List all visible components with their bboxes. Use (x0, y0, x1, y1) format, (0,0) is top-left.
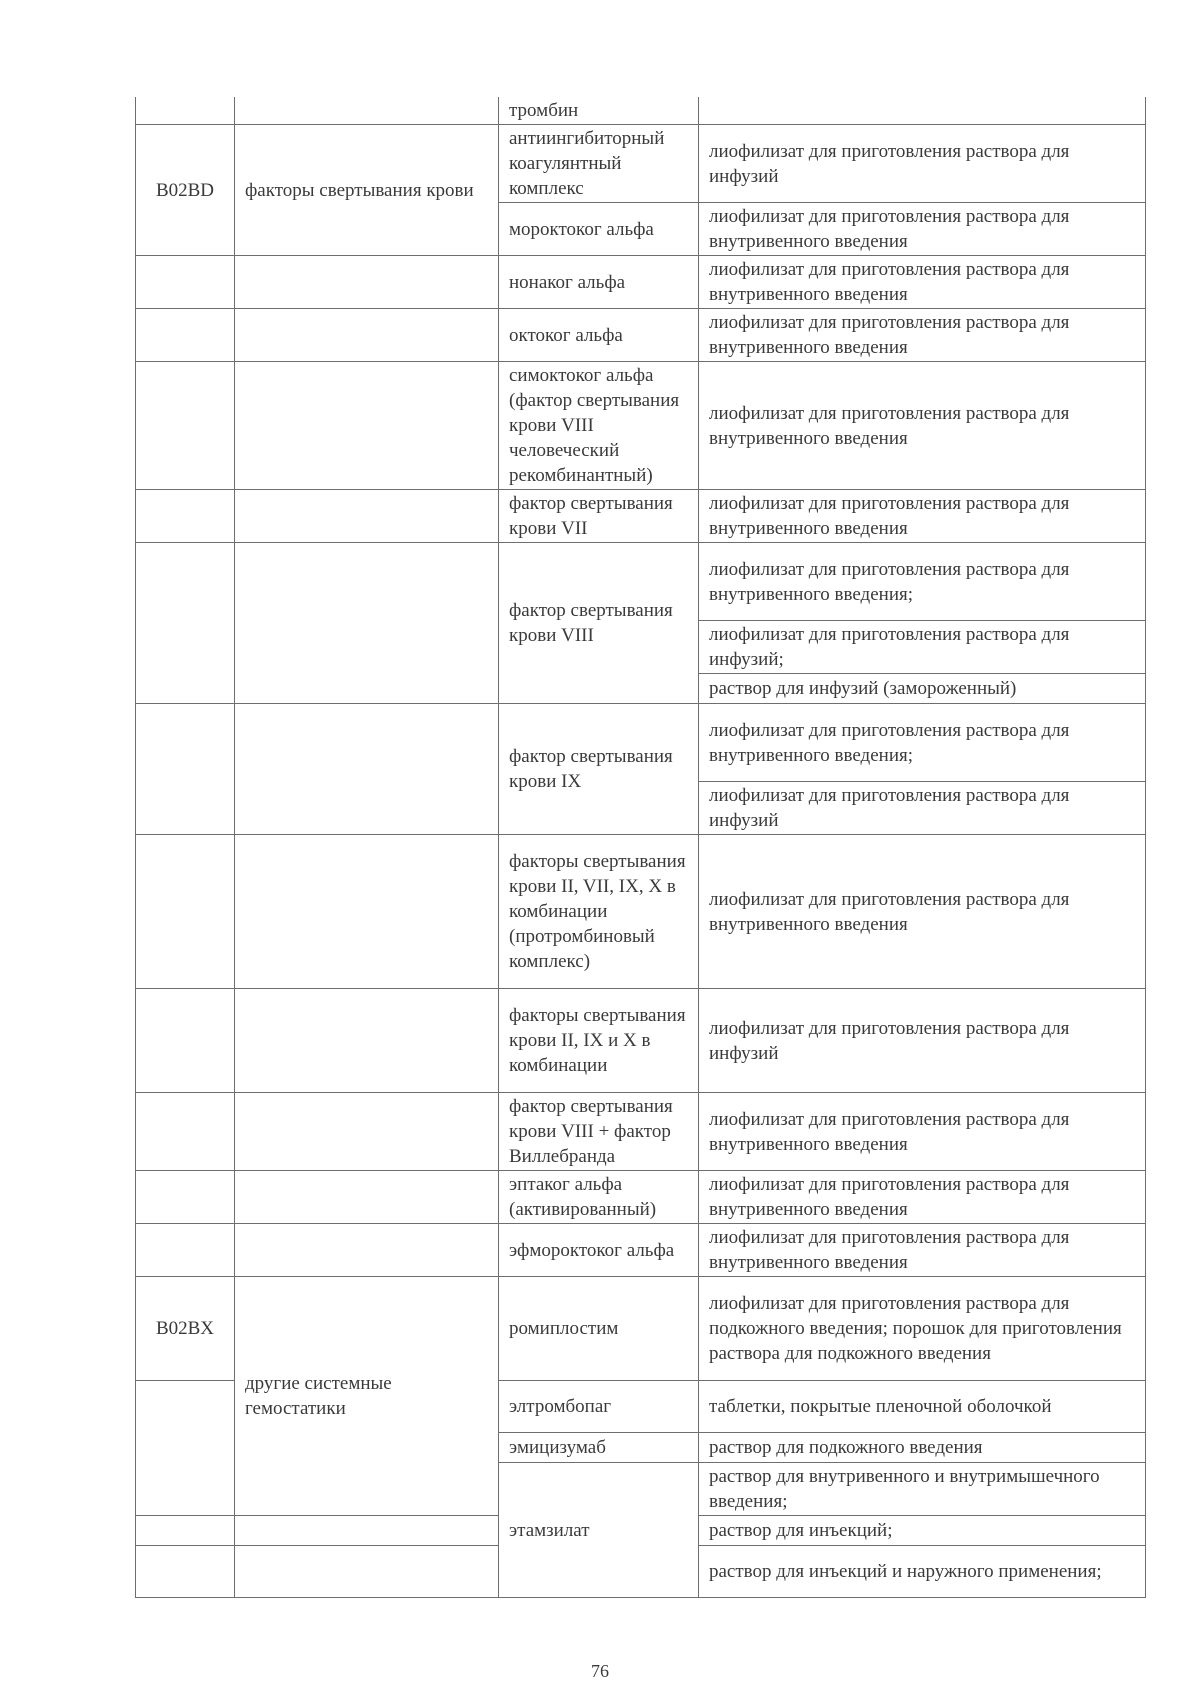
group-cell (235, 1171, 499, 1224)
atc-code: B02BD (136, 125, 235, 256)
drug-name: ромиплостим (499, 1277, 699, 1381)
drug-name: фактор свертывания крови VIII + фактор Виллебранда (499, 1093, 699, 1171)
dosage-form: лиофилизат для приготовления раствора для внутривенного введения (699, 835, 1146, 989)
dosage-form: лиофилизат для приготовления раствора для инфузий (699, 125, 1146, 203)
atc-code-cell (136, 1381, 235, 1516)
table-row (136, 1171, 1146, 1224)
drug-name: октоког альфа (499, 309, 699, 362)
drug-name: фактор свертывания крови VIII (499, 543, 699, 704)
drug-name: факторы свертывания крови II, IX и X в комбинации (499, 989, 699, 1093)
table-row (136, 256, 1146, 309)
drug-name: фактор свертывания крови VII (499, 490, 699, 543)
group-cell (235, 835, 499, 989)
drug-name: элтромбопаг (499, 1381, 699, 1433)
table-row (136, 989, 1146, 1093)
group-cell (235, 309, 499, 362)
table-row (136, 97, 1146, 125)
table-row (136, 543, 1146, 621)
group-cell (235, 543, 499, 704)
dosage-form: лиофилизат для приготовления раствора для внутривенного введения; (699, 704, 1146, 782)
dosage-form: раствор для инфузий (замороженный) (699, 674, 1146, 704)
dosage-form: лиофилизат для приготовления раствора для инфузий (699, 782, 1146, 835)
atc-code-cell (136, 1516, 235, 1546)
atc-code-cell (136, 704, 235, 835)
table-row (136, 1224, 1146, 1277)
atc-code-cell (136, 490, 235, 543)
atc-code-cell (136, 309, 235, 362)
atc-code-cell (136, 835, 235, 989)
table-row (136, 309, 1146, 362)
table-row (136, 125, 1146, 203)
dosage-form: лиофилизат для приготовления раствора для внутривенного введения (699, 1093, 1146, 1171)
group-cell (235, 1093, 499, 1171)
drug-name: нонаког альфа (499, 256, 699, 309)
atc-code: B02BX (136, 1277, 235, 1381)
drug-name: эптаког альфа (активированный) (499, 1171, 699, 1224)
atc-code-cell (136, 97, 235, 125)
page-number: 76 (591, 1661, 609, 1681)
group-cell (235, 97, 499, 125)
table-row (136, 490, 1146, 543)
group-cell (235, 1516, 499, 1546)
table-row (136, 1093, 1146, 1171)
dosage-form: лиофилизат для приготовления раствора для внутривенного введения (699, 490, 1146, 543)
dosage-form: лиофилизат для приготовления раствора для инфузий (699, 989, 1146, 1093)
atc-code-cell (136, 1224, 235, 1277)
dosage-form: лиофилизат для приготовления раствора для внутривенного введения (699, 256, 1146, 309)
group-cell (235, 256, 499, 309)
atc-code-cell (136, 543, 235, 704)
drug-name: этамзилат (499, 1463, 699, 1598)
group-cell (235, 1224, 499, 1277)
dosage-form: лиофилизат для приготовления раствора для внутривенного введения (699, 1224, 1146, 1277)
dosage-form: таблетки, покрытые пленочной оболочкой (699, 1381, 1146, 1433)
drug-name: мороктоког альфа (499, 203, 699, 256)
table-row (136, 1277, 1146, 1381)
table-row (136, 835, 1146, 989)
table-row (136, 704, 1146, 782)
drug-name: факторы свертывания крови II, VII, IX, X в комбинации (протромбиновый комплекс) (499, 835, 699, 989)
dosage-form: лиофилизат для приготовления раствора для внутривенного введения (699, 309, 1146, 362)
dosage-form: лиофилизат для приготовления раствора для внутривенного введения (699, 1171, 1146, 1224)
atc-code-cell (136, 362, 235, 490)
drug-table (135, 97, 1146, 1598)
group-cell (235, 1546, 499, 1598)
drug-name: эфмороктоког альфа (499, 1224, 699, 1277)
drug-name: антиингибиторный коагулянтный комплекс (499, 125, 699, 203)
dosage-form: раствор для инъекций и наружного применения; (699, 1546, 1146, 1598)
atc-code-cell (136, 1093, 235, 1171)
drug-name: симоктоког альфа (фактор свертывания крови VIII человеческий рекомбинантный) (499, 362, 699, 490)
dosage-form: лиофилизат для приготовления раствора для подкожного введения; порошок для приготовления раствора для подкожного введения (699, 1277, 1146, 1381)
group-cell (235, 362, 499, 490)
group-name: факторы свертывания крови (235, 125, 499, 256)
dosage-form: раствор для подкожного введения (699, 1433, 1146, 1463)
group-cell (235, 989, 499, 1093)
dosage-form: лиофилизат для приготовления раствора для внутривенного введения (699, 203, 1146, 256)
atc-code-cell (136, 1171, 235, 1224)
dosage-form: лиофилизат для приготовления раствора для внутривенного введения; (699, 543, 1146, 621)
dosage-form (699, 97, 1146, 125)
atc-code-cell (136, 256, 235, 309)
dosage-form: раствор для инъекций; (699, 1516, 1146, 1546)
group-name: другие системные гемостатики (235, 1277, 499, 1516)
drug-name: эмицизумаб (499, 1433, 699, 1463)
dosage-form: раствор для внутривенного и внутримышечного введения; (699, 1463, 1146, 1516)
dosage-form: лиофилизат для приготовления раствора для внутривенного введения (699, 362, 1146, 490)
atc-code-cell (136, 989, 235, 1093)
drug-name: фактор свертывания крови IX (499, 704, 699, 835)
atc-code-cell (136, 1546, 235, 1598)
group-cell (235, 490, 499, 543)
group-cell (235, 704, 499, 835)
table-row (136, 362, 1146, 490)
drug-name: тромбин (499, 97, 699, 125)
dosage-form: лиофилизат для приготовления раствора для инфузий; (699, 621, 1146, 674)
